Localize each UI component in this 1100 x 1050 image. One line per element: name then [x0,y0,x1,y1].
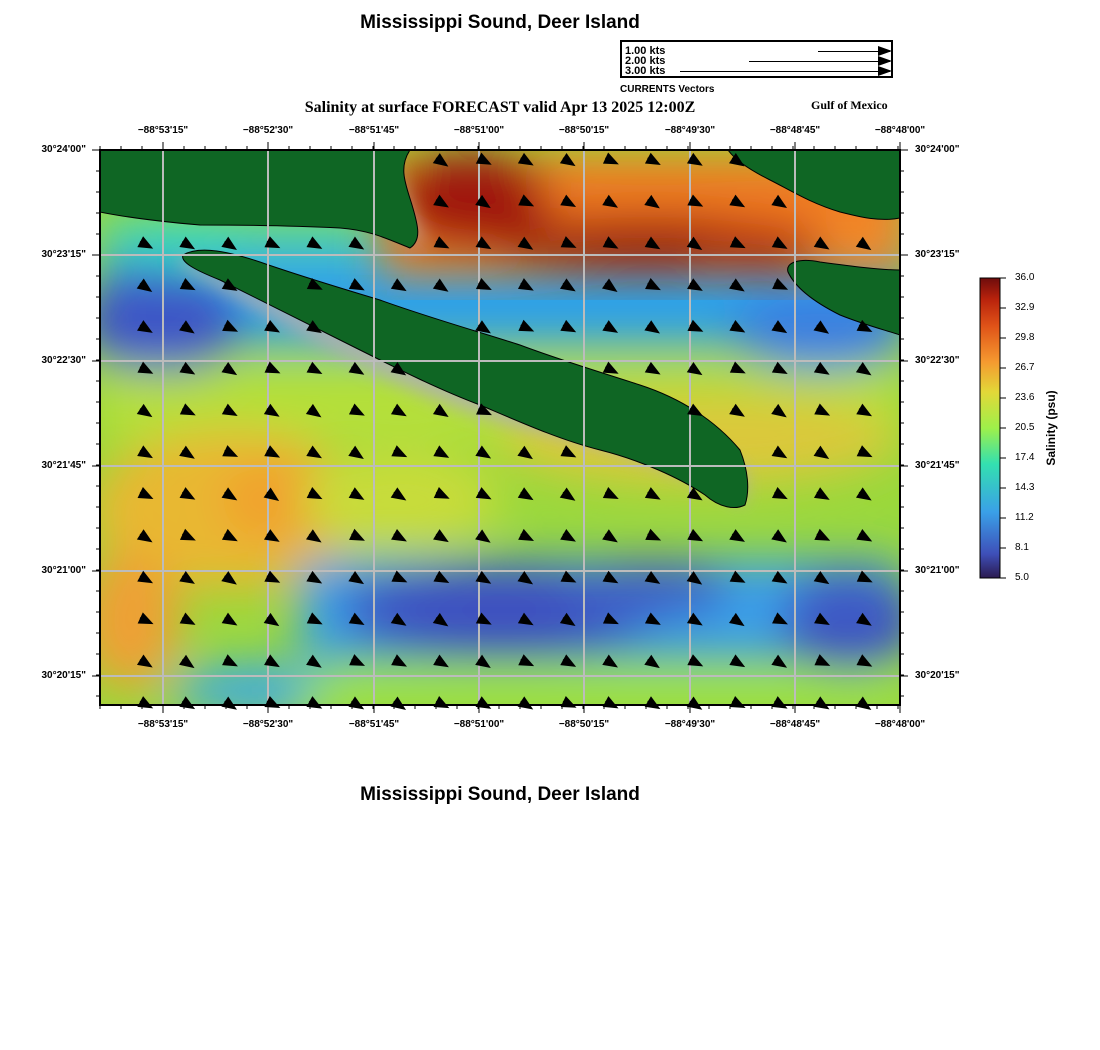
lat-tick-label-right: 30°21'45" [915,460,960,471]
region-label: Gulf of Mexico [811,98,888,112]
lat-tick-label-left: 30°21'00" [41,565,86,576]
colorbar-tick-label: 36.0 [1015,272,1035,283]
colorbar-tick-label: 32.9 [1015,302,1035,313]
lon-tick-label-top: −88°53'15" [137,125,189,136]
colorbar-tick-label: 20.5 [1015,422,1035,433]
lat-tick-label-left: 30°20'15" [41,670,86,681]
colorbar-tick-label: 8.1 [1015,542,1029,553]
colorbar-ticks [1000,278,1006,578]
legend-caption: CURRENTS Vectors [620,84,715,95]
lat-tick-label-right: 30°23'15" [915,249,960,260]
colorbar-tick-label: 17.4 [1015,452,1035,463]
legend-label-1kt: 1.00 kts [625,45,666,57]
lat-tick-label-right: 30°20'15" [915,670,960,681]
colorbar-tick-label: 23.6 [1015,392,1035,403]
lat-tick-label-left: 30°23'15" [41,249,86,260]
figure-title-repeat: Mississippi Sound, Deer Island [360,784,640,805]
legend-label-3kt: 3.00 kts [625,65,666,77]
legend-label-2kt: 2.00 kts [625,55,666,67]
colorbar [980,278,1000,578]
lon-tick-label-top: −88°51'45" [348,125,400,136]
lat-tick-label-left: 30°22'30" [41,355,86,366]
lon-tick-label-bottom: −88°49'30" [664,719,716,730]
lon-tick-label-bottom: −88°51'45" [348,719,400,730]
lon-tick-label-top: −88°48'00" [874,125,926,136]
lon-tick-label-top: −88°51'00" [453,125,505,136]
lat-tick-label-right: 30°21'00" [915,565,960,576]
lon-tick-label-bottom: −88°53'15" [137,719,189,730]
lat-tick-label-left: 30°21'45" [41,460,86,471]
colorbar-tick-label: 11.2 [1015,512,1034,523]
lat-tick-label-left: 30°24'00" [41,144,86,155]
lat-tick-label-right: 30°22'30" [915,355,960,366]
colorbar-tick-label: 26.7 [1015,362,1035,373]
lon-tick-label-bottom: −88°48'00" [874,719,926,730]
lon-tick-label-bottom: −88°48'45" [769,719,821,730]
lat-tick-label-right: 30°24'00" [915,144,960,155]
lon-tick-label-top: −88°48'45" [769,125,821,136]
colorbar-title: Salinity (psu) [1044,390,1058,466]
lon-tick-label-bottom: −88°51'00" [453,719,505,730]
lon-tick-label-bottom: −88°50'15" [558,719,610,730]
figure-title: Mississippi Sound, Deer Island [360,12,640,33]
colorbar-tick-label: 14.3 [1015,482,1035,493]
colorbar-tick-label: 29.8 [1015,332,1035,343]
lon-tick-label-bottom: −88°52'30" [242,719,294,730]
colorbar-tick-label: 5.0 [1015,572,1029,583]
lon-tick-label-top: −88°52'30" [242,125,294,136]
lon-tick-label-top: −88°49'30" [664,125,716,136]
lon-tick-label-top: −88°50'15" [558,125,610,136]
map-title: Salinity at surface FORECAST valid Apr 13 2025 12:00Z [304,99,696,116]
